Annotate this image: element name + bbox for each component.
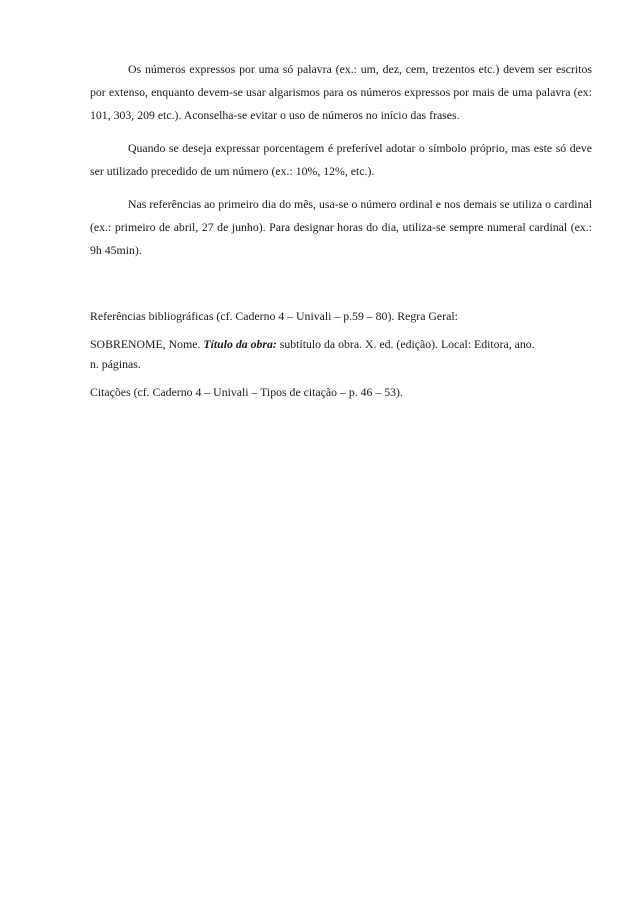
reference-rest-format: subtítulo da obra. X. ed. (edição). Local: Editora, ano. <box>279 337 535 351</box>
paragraph-numbers-written: Os números expressos por uma só palavra (ex.: um, dez, cem, trezentos etc.) devem ser escritos por extenso, enquanto devem-se usar algarismos para os números expressos por mais de uma palavra (ex: 101, 303, 209 etc.). Aconselha-se evitar o uso de números no início das frases. <box>90 62 592 122</box>
reference-pages-format: n. páginas. <box>90 357 141 371</box>
paragraph-dates-hours: Nas referências ao primeiro dia do mês, usa-se o número ordinal e nos demais se utiliza o cardinal (ex.: primeiro de abril, 27 de junho). Para designar horas do dia, utiliza-se sempre numeral cardinal (ex.: 9h 45min). <box>90 197 592 257</box>
references-intro: Referências bibliográficas (cf. Caderno 4 – Univali – p.59 – 80). Regra Geral: <box>90 309 458 323</box>
paragraph-percentage: Quando se deseja expressar porcentagem é preferível adotar o símbolo próprio, mas este só deve ser utilizado precedido de um número (ex.: 10%, 12%, etc.). <box>90 141 592 178</box>
page-content <box>90 58 592 402</box>
reference-title-format: Título da obra: <box>203 337 277 351</box>
reference-format-example <box>90 334 592 374</box>
citations-line: Citações (cf. Caderno 4 – Univali – Tipos de citação – p. 46 – 53). <box>90 385 403 399</box>
reference-author-format: SOBRENOME, Nome. <box>90 337 201 351</box>
references-section <box>90 306 592 402</box>
